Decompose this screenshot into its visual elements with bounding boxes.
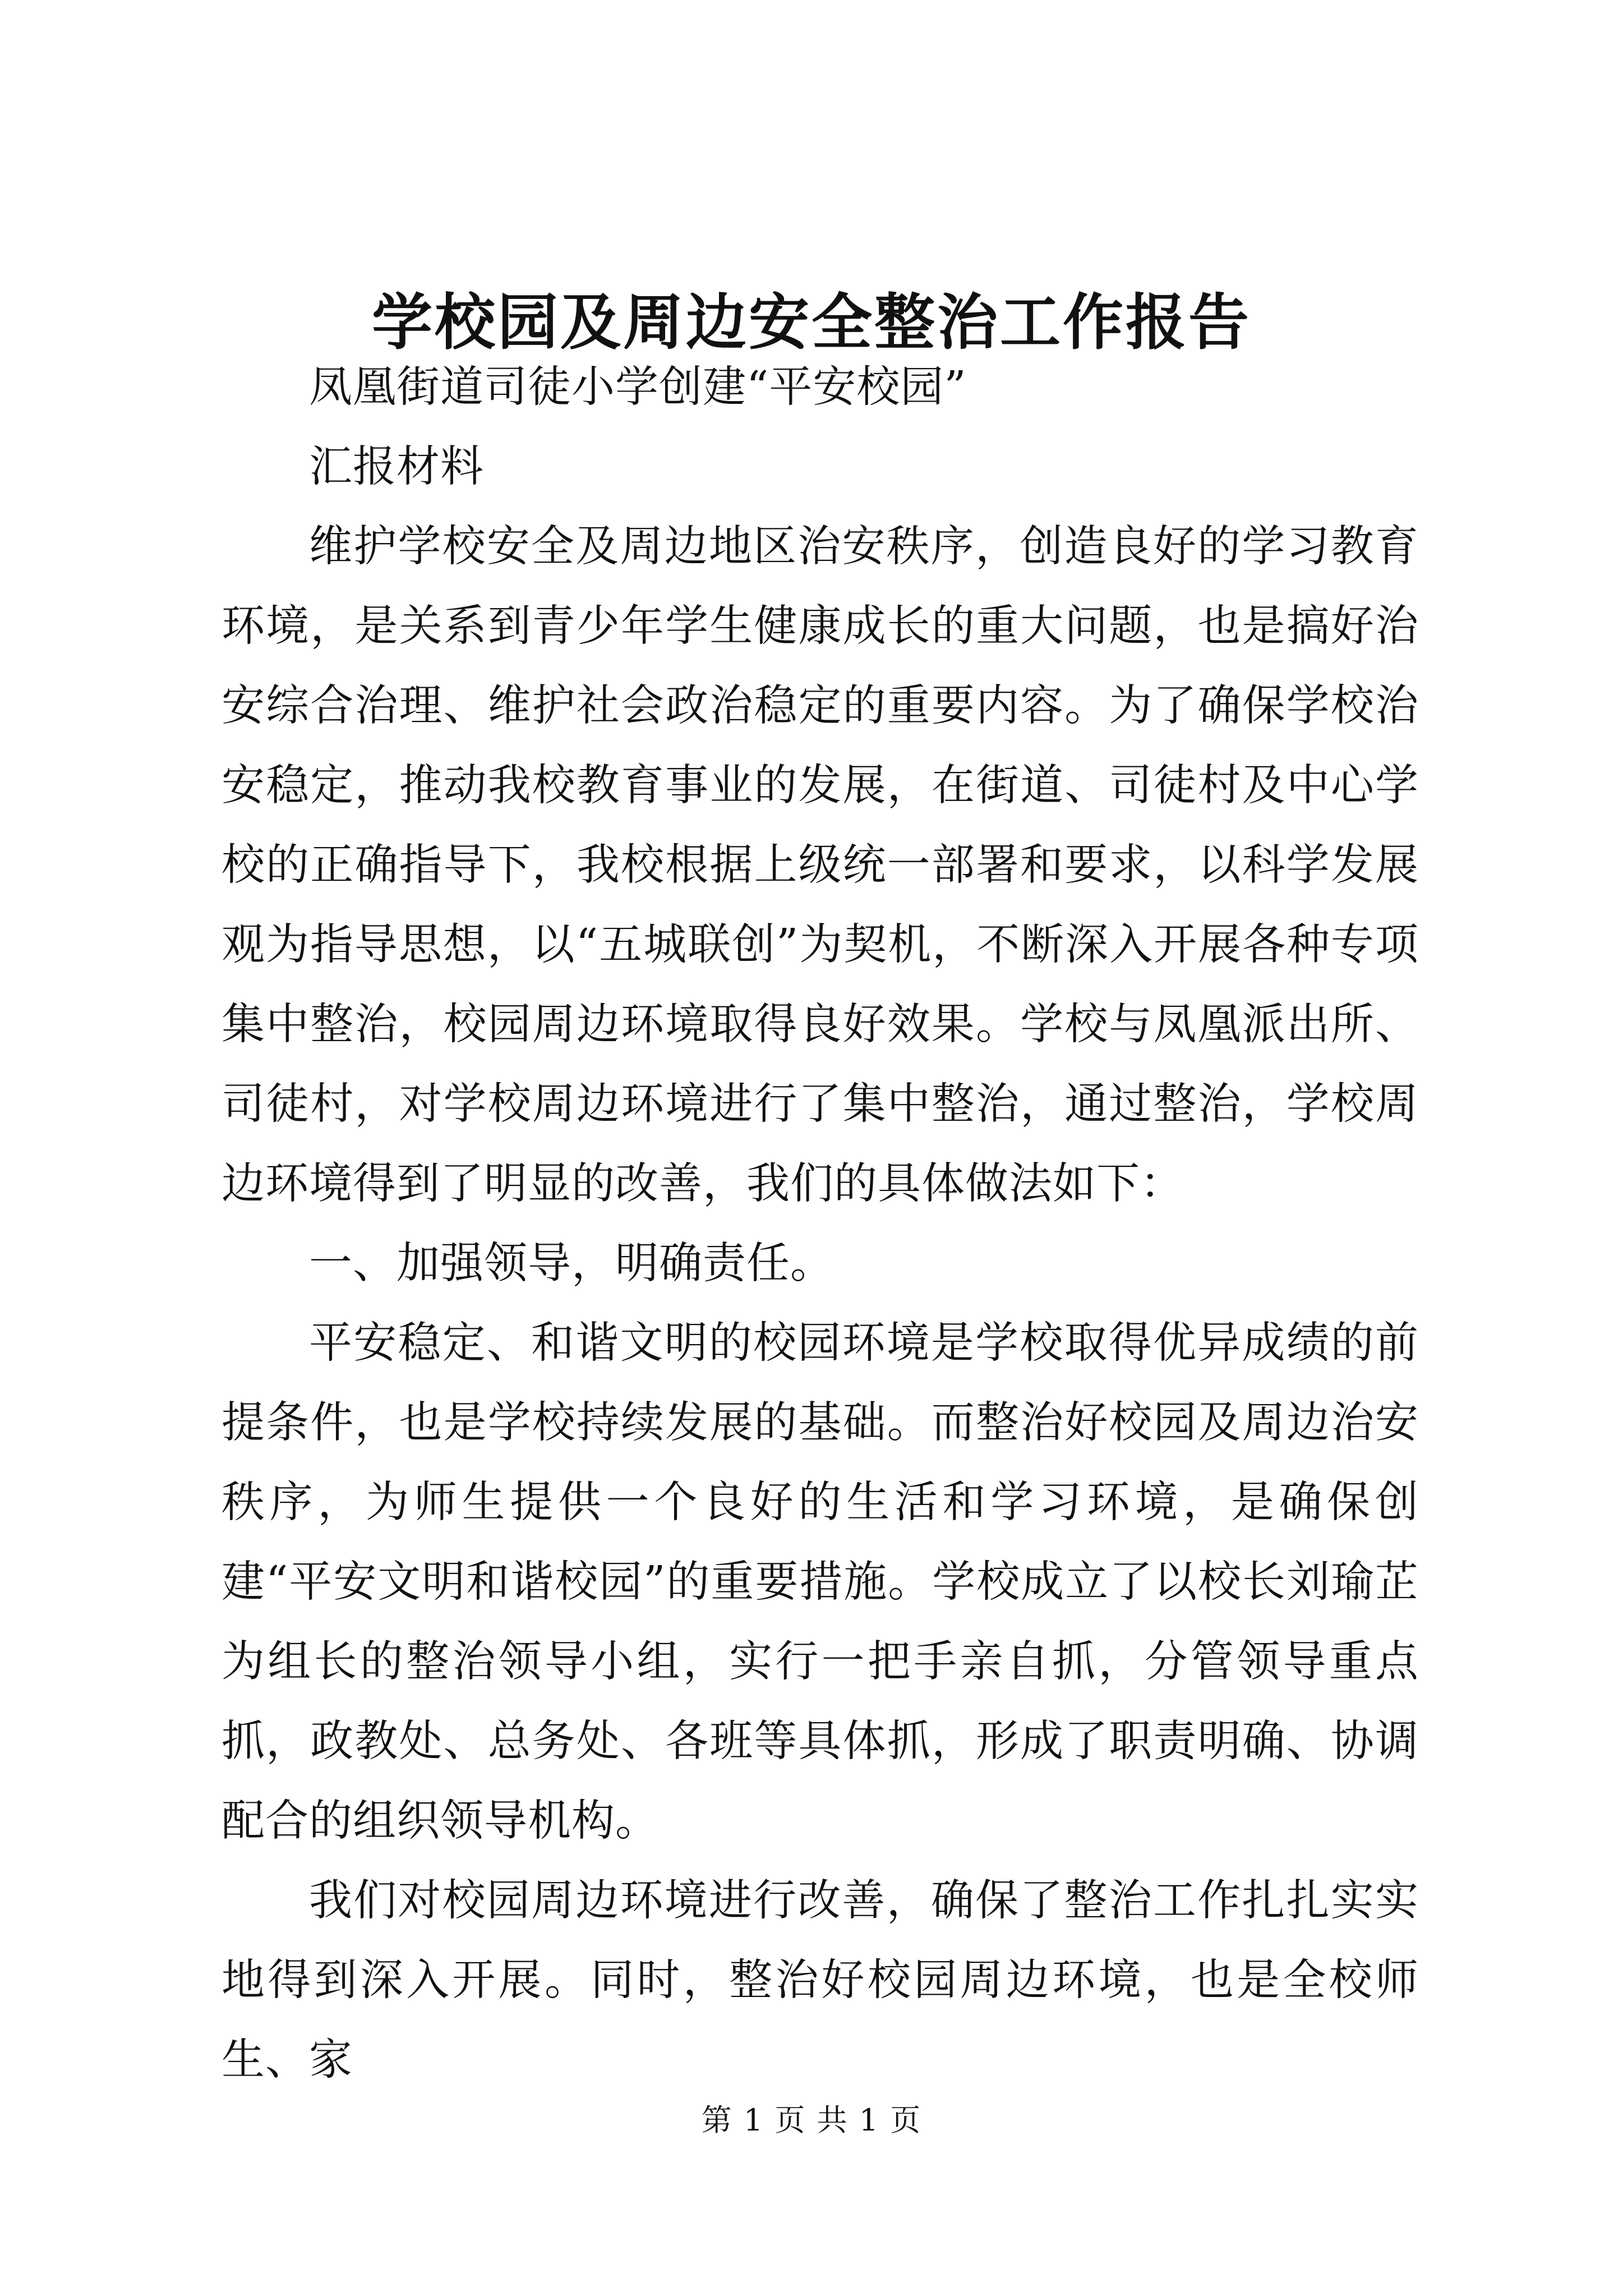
section-heading: 一、加强领导，明确责任。 bbox=[309, 1239, 834, 1289]
body-paragraph: 我们对校园周边环境进行改善，确保了整治工作扎扎实实地得到深入开展。同时，整治好校园周边环境，也是全校师生、家 bbox=[222, 1876, 1419, 2085]
document-title: 学校园及周边安全整治工作报告 bbox=[371, 287, 1251, 358]
body-paragraph: 平安稳定、和谐文明的校园环境是学校取得优异成绩的前提条件，也是学校持续发展的基础。而整治好校园及周边治安秩序，为师生提供一个良好的生活和学习环境，是确保创建“平安文明和谐校园”的重要措施。学校成立了以校长刘瑜芷为组长的整治领导小组，实行一把手亲自抓，分管领导重点抓，政教处、总务处、各班等具体抓，形成了职责明确、协调配合的组织领导机构。 bbox=[222, 1318, 1419, 1846]
subtitle-line: 凤凰街道司徒小学创建“平安校园” bbox=[309, 362, 967, 412]
body-paragraph: 维护学校安全及周边地区治安秩序，创造良好的学习教育环境，是关系到青少年学生健康成长的重大问题，也是搞好治安综合治理、维护社会政治稳定的重要内容。为了确保学校治安稳定，推动我校教育事业的发展，在街道、司徒村及中心学校的正确指导下，我校根据上级统一部署和要求，以科学发展观为指导思想，以“五城联创”为契机，不断深入开展各种专项集中整治，校园周边环境取得良好效果。学校与凤凰派出所、司徒村，对学校周边环境进行了集中整治，通过整治，学校周边环境得到了明显的改善，我们的具体做法如下： bbox=[222, 522, 1419, 1209]
subtitle-line-2: 汇报材料 bbox=[309, 442, 484, 492]
page-footer: 第 1 页 共 1 页 bbox=[701, 2102, 922, 2138]
document-body bbox=[222, 348, 1419, 2100]
